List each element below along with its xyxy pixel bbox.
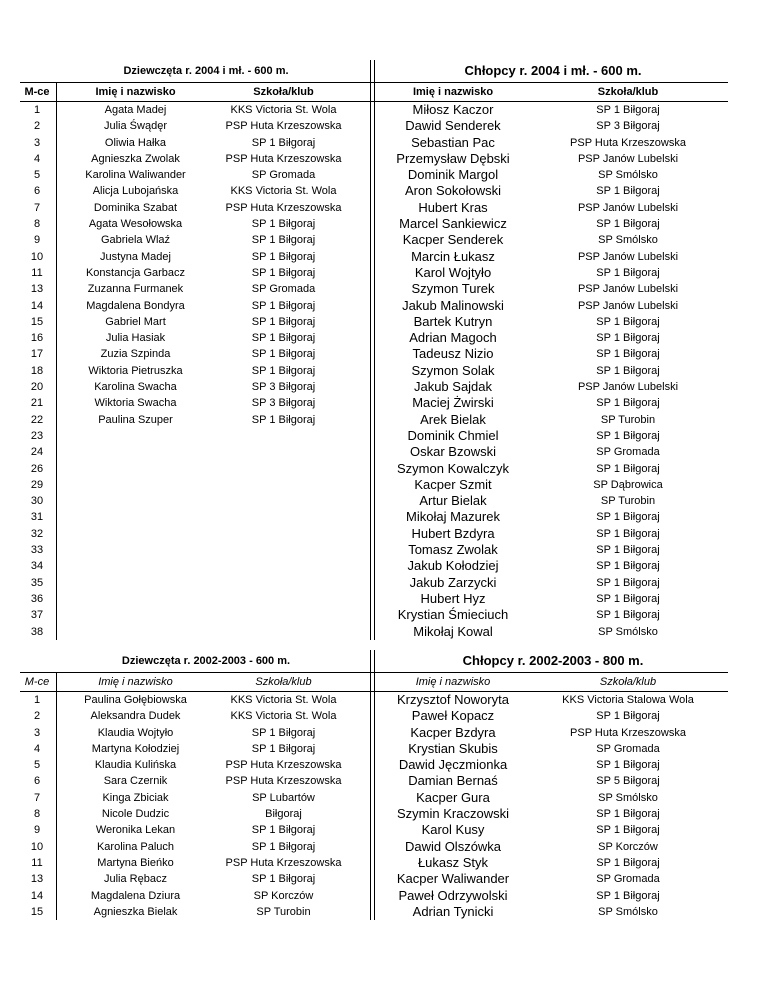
boy-name-cell: Miłosz Kaczor <box>412 102 494 117</box>
table-row <box>20 330 728 346</box>
girl-club-cell: SP 1 Biłgoraj <box>251 136 316 149</box>
girl-club-cell: SP 1 Biłgoraj <box>251 348 316 361</box>
table-row <box>20 904 728 920</box>
table-row <box>20 871 728 887</box>
table-row <box>20 102 728 118</box>
table-row <box>20 118 728 134</box>
girl-name-cell: Sara Czernik <box>103 775 168 788</box>
table-row <box>20 314 728 330</box>
table-row <box>20 607 728 623</box>
boy-club-cell: PSP Janów Lubelski <box>577 152 679 165</box>
girl-name-cell: Martyna Bieńko <box>97 856 174 869</box>
place-cell: 17 <box>30 348 44 361</box>
boy-club-cell: KKS Victoria Stalowa Wola <box>562 694 694 706</box>
girl-club-cell: SP 1 Biłgoraj <box>251 413 316 426</box>
girl-club-cell: SP 3 Biłgoraj <box>251 381 316 394</box>
place-cell: 35 <box>30 576 44 589</box>
boy-name-cell: Bartek Kutryn <box>413 313 493 329</box>
table-row <box>20 542 728 558</box>
boy-name-cell: Adrian Tynicki <box>412 903 494 919</box>
boy-name-cell: Mikołaj Mazurek <box>406 509 500 525</box>
girl-club-cell: PSP Huta Krzeszowska <box>225 856 342 869</box>
girl-club-cell: SP 3 Biłgoraj <box>251 397 316 410</box>
place-cell: 5 <box>33 759 41 772</box>
table-row <box>20 509 728 525</box>
table-row <box>20 591 728 607</box>
place-cell: 5 <box>33 169 41 182</box>
girl-name-cell: Gabriela Wlaź <box>100 234 171 247</box>
table-row <box>20 493 728 509</box>
table-row <box>20 558 728 574</box>
boy-name-cell: Kacper Gura <box>416 789 490 805</box>
boy-club-cell: SP Smólsko <box>598 791 658 804</box>
girl-name-cell: Agata Wesołowska <box>88 218 183 231</box>
table-row <box>20 757 728 773</box>
place-cell: 18 <box>30 364 44 377</box>
girl-club-cell: SP Turobin <box>256 905 311 918</box>
girl-name-cell: Martyna Kołodziej <box>91 742 180 755</box>
boy-club-cell: SP 1 Biłgoraj <box>596 364 660 377</box>
table-row <box>20 135 728 151</box>
girl-name-cell: Nicole Dudzic <box>101 808 170 821</box>
boy-name-cell: Karol Wojtyło <box>414 264 492 280</box>
girl-club-cell: SP 1 Biłgoraj <box>251 840 316 853</box>
boy-club-cell: SP 1 Biłgoraj <box>596 808 660 821</box>
place-cell: 4 <box>33 742 41 755</box>
boy-name-cell: Jakub Zarzycki <box>409 574 497 590</box>
place-cell: 1 <box>33 694 41 706</box>
girl-club-cell: SP 1 Biłgoraj <box>251 742 316 755</box>
table-row <box>20 790 728 806</box>
girl-club-cell: SP Gromada <box>251 169 316 182</box>
boy-club-cell: SP 1 Biłgoraj <box>596 592 660 605</box>
table-row <box>20 151 728 167</box>
section-titles <box>20 650 728 672</box>
boy-name-cell: Łukasz Styk <box>417 854 489 870</box>
girl-club-cell: SP 1 Biłgoraj <box>251 234 316 247</box>
girl-name-cell: Julia Śwądęr <box>104 120 167 133</box>
girl-name-cell: Klaudia Kulińska <box>94 759 177 772</box>
girl-name-cell: Weronika Lekan <box>95 824 176 837</box>
place-cell: 14 <box>30 299 44 312</box>
table-row <box>20 526 728 542</box>
girl-club-cell: KKS Victoria St. Wola <box>230 710 337 723</box>
girl-club-cell: PSP Huta Krzeszowska <box>225 201 342 214</box>
results-section-2004 <box>20 60 728 640</box>
girl-name-cell: Alicja Lubojańska <box>92 185 179 198</box>
boy-name-cell: Tomasz Zwolak <box>408 542 498 558</box>
boy-name-cell: Kacper Waliwander <box>396 871 510 887</box>
place-cell: 14 <box>30 889 44 902</box>
boy-name-cell: Szymon Turek <box>411 281 495 297</box>
table-row <box>20 741 728 757</box>
girl-club-cell: SP 1 Biłgoraj <box>251 266 316 279</box>
boy-club-cell: SP 1 Biłgoraj <box>596 824 660 837</box>
boy-name-cell: Szymon Solak <box>411 362 495 378</box>
table-row <box>20 346 728 362</box>
boy-club-cell: SP 1 Biłgoraj <box>596 332 660 345</box>
girl-club-cell: SP 1 Biłgoraj <box>251 332 316 345</box>
table-row <box>20 708 728 724</box>
girl-club-cell: SP Gromada <box>251 283 316 296</box>
place-cell: 3 <box>33 726 41 739</box>
table-header <box>20 672 728 692</box>
boy-name-cell: Artur Bielak <box>419 493 487 509</box>
column-divider <box>370 60 375 82</box>
boy-club-cell: PSP Janów Lubelski <box>577 250 679 263</box>
boy-name-cell: Krystian Śmieciuch <box>397 607 509 623</box>
boy-name-cell: Marcin Łukasz <box>411 248 495 264</box>
boy-club-cell: SP 5 Biłgoraj <box>596 775 660 788</box>
place-cell: 9 <box>33 824 41 837</box>
girl-name-cell: Aleksandra Dudek <box>90 710 181 723</box>
boy-club-cell: SP 1 Biłgoraj <box>596 218 660 231</box>
table-row <box>20 888 728 904</box>
boy-club-cell: PSP Huta Krzeszowska <box>570 726 686 739</box>
girl-club-cell: PSP Huta Krzeszowska <box>225 152 342 165</box>
girl-name-cell: Konstancja Garbacz <box>85 266 186 279</box>
boy-club-cell: SP Turobin <box>600 495 656 508</box>
girls-section-title: Dziewczęta r. 2002-2003 - 600 m. <box>121 655 291 667</box>
boy-club-cell: SP 1 Biłgoraj <box>596 397 660 410</box>
boy-club-cell: SP Gromada <box>596 873 660 886</box>
table-row <box>20 575 728 591</box>
boy-club-cell: SP 1 Biłgoraj <box>596 511 660 524</box>
girls-club-header: Szkoła/klub <box>255 676 312 688</box>
girls-name-header: Imię i nazwisko <box>98 676 173 688</box>
boy-club-cell: SP 1 Biłgoraj <box>596 544 660 557</box>
boy-club-cell: PSP Janów Lubelski <box>577 283 679 296</box>
boy-name-cell: Paweł Kopacz <box>411 708 495 724</box>
boy-name-cell: Paweł Odrzywolski <box>398 887 508 903</box>
column-divider <box>370 650 375 672</box>
table-row <box>20 167 728 183</box>
place-cell: 26 <box>30 462 44 475</box>
girl-name-cell: Julia Hasiak <box>105 332 166 345</box>
boy-name-cell: Jakub Malinowski <box>402 297 504 313</box>
boy-club-cell: SP Turobin <box>600 413 656 426</box>
place-cell: 2 <box>33 120 41 133</box>
boy-name-cell: Oskar Bzowski <box>410 444 496 460</box>
boy-name-cell: Dominik Margol <box>407 167 499 183</box>
table-row <box>20 281 728 297</box>
boy-club-cell: SP 1 Biłgoraj <box>596 185 660 198</box>
boys-club-header: Szkoła/klub <box>597 86 659 98</box>
place-cell: 7 <box>33 201 41 214</box>
girl-club-cell: PSP Huta Krzeszowska <box>225 775 342 788</box>
boys-section-title: Chłopcy r. 2002-2003 - 800 m. <box>462 653 644 668</box>
boy-club-cell: PSP Huta Krzeszowska <box>570 136 686 149</box>
place-cell: 20 <box>30 381 44 394</box>
girl-name-cell: Zuzia Szpinda <box>100 348 171 361</box>
table-row <box>20 624 728 640</box>
girl-name-cell: Magdalena Dziura <box>90 889 181 902</box>
girl-club-cell: SP 1 Biłgoraj <box>251 364 316 377</box>
girl-name-cell: Klaudia Wojtyło <box>97 726 174 739</box>
place-cell: 2 <box>33 710 41 723</box>
results-table-body <box>20 692 728 920</box>
section-titles <box>20 60 728 82</box>
table-row <box>20 444 728 460</box>
boy-club-cell: SP 1 Biłgoraj <box>596 429 660 442</box>
table-row <box>20 232 728 248</box>
boy-name-cell: Maciej Żwirski <box>412 395 494 411</box>
girl-name-cell: Gabriel Mart <box>105 315 166 328</box>
table-row <box>20 822 728 838</box>
boy-name-cell: Mikołaj Kowal <box>413 623 493 639</box>
table-row <box>20 412 728 428</box>
boy-club-cell: SP Smólsko <box>598 905 658 918</box>
place-cell: 6 <box>33 185 41 198</box>
boy-name-cell: Hubert Hyz <box>420 590 486 606</box>
place-cell: 1 <box>33 104 41 116</box>
girl-name-cell: Zuzanna Furmanek <box>87 283 184 296</box>
boys-name-header: Imię i nazwisko <box>412 86 494 98</box>
place-cell: 30 <box>30 495 44 508</box>
boy-club-cell: SP Smólsko <box>598 625 658 638</box>
boy-club-cell: SP 1 Biłgoraj <box>596 348 660 361</box>
boy-name-cell: Dominik Chmiel <box>407 427 499 443</box>
place-cell: 10 <box>30 840 44 853</box>
place-cell: 32 <box>30 527 44 540</box>
boy-name-cell: Kacper Senderek <box>402 232 504 248</box>
place-cell: 29 <box>30 478 44 491</box>
place-cell: 8 <box>33 808 41 821</box>
boy-name-cell: Damian Bernaś <box>408 773 498 789</box>
girl-club-cell: SP 1 Biłgoraj <box>251 873 316 886</box>
boy-name-cell: Kacper Szmit <box>414 476 492 492</box>
boy-club-cell: SP Dąbrowica <box>593 478 663 491</box>
boy-name-cell: Krzysztof Noworyta <box>397 692 509 707</box>
place-cell: 7 <box>33 791 41 804</box>
table-row <box>20 855 728 871</box>
girl-name-cell: Agnieszka Bielak <box>93 905 178 918</box>
place-cell: 21 <box>30 397 44 410</box>
place-cell: 4 <box>33 152 41 165</box>
girl-club-cell: KKS Victoria St. Wola <box>230 185 337 198</box>
table-row <box>20 806 728 822</box>
girl-club-cell: SP 1 Biłgoraj <box>251 299 316 312</box>
place-cell: 31 <box>30 511 44 524</box>
table-row <box>20 379 728 395</box>
girl-name-cell: Karolina Swacha <box>94 381 177 394</box>
table-row <box>20 298 728 314</box>
girl-name-cell: Oliwia Hałka <box>104 136 167 149</box>
place-cell: 23 <box>30 429 44 442</box>
place-cell: 10 <box>30 250 44 263</box>
table-row <box>20 477 728 493</box>
girl-name-cell: Wiktoria Swacha <box>94 397 177 410</box>
boy-club-cell: SP Gromada <box>596 742 660 755</box>
boy-name-cell: Dawid Senderek <box>405 118 501 134</box>
boy-club-cell: PSP Janów Lubelski <box>577 299 679 312</box>
girl-name-cell: Paulina Gołębiowska <box>84 694 187 706</box>
girl-name-cell: Paulina Szuper <box>98 413 173 426</box>
place-cell: 33 <box>30 544 44 557</box>
girl-name-cell: Agnieszka Zwolak <box>91 152 180 165</box>
girls-section-title: Dziewczęta r. 2004 i mł. - 600 m. <box>123 65 289 77</box>
place-cell: 16 <box>30 332 44 345</box>
table-row <box>20 249 728 265</box>
girl-name-cell: Wiktoria Pietruszka <box>88 364 183 377</box>
place-cell: 37 <box>30 609 44 622</box>
place-cell: 3 <box>33 136 41 149</box>
boy-name-cell: Jakub Kołodziej <box>407 558 499 574</box>
table-row <box>20 183 728 199</box>
boy-name-cell: Dawid Jęczmionka <box>398 757 508 773</box>
girl-name-cell: Agata Madej <box>104 104 167 116</box>
boys-section-title: Chłopcy r. 2004 i mł. - 600 m. <box>464 63 642 78</box>
table-row <box>20 461 728 477</box>
place-cell: 15 <box>30 315 44 328</box>
boy-name-cell: Jakub Sajdak <box>413 379 493 395</box>
place-cell: 36 <box>30 592 44 605</box>
table-row <box>20 395 728 411</box>
table-row <box>20 265 728 281</box>
table-row <box>20 725 728 741</box>
place-cell: 11 <box>31 266 43 279</box>
boy-name-cell: Krystian Skubis <box>408 740 498 756</box>
results-table-body <box>20 102 728 640</box>
girl-club-cell: SP 1 Biłgoraj <box>251 250 316 263</box>
boy-club-cell: SP Gromada <box>596 446 660 459</box>
boy-name-cell: Karol Kusy <box>421 822 485 838</box>
place-cell: 6 <box>33 775 41 788</box>
girl-club-cell: KKS Victoria St. Wola <box>230 694 337 706</box>
boy-name-cell: Marcel Sankiewicz <box>399 216 507 232</box>
boy-club-cell: SP 1 Biłgoraj <box>596 462 660 475</box>
girl-club-cell: KKS Victoria St. Wola <box>230 104 337 116</box>
girl-club-cell: SP Lubartów <box>252 791 315 804</box>
boy-club-cell: SP Smólsko <box>598 169 658 182</box>
place-cell: 38 <box>30 625 44 638</box>
girl-club-cell: SP Korczów <box>253 889 314 902</box>
boy-name-cell: Hubert Bzdyra <box>411 525 495 541</box>
place-cell: 11 <box>31 856 43 869</box>
girl-name-cell: Justyna Madej <box>100 250 171 263</box>
boy-name-cell: Aron Sokołowski <box>404 183 502 199</box>
girl-name-cell: Julia Rębacz <box>104 873 167 886</box>
girl-name-cell: Karolina Paluch <box>96 840 175 853</box>
boy-club-cell: SP 1 Biłgoraj <box>596 560 660 573</box>
boy-club-cell: SP Smólsko <box>598 234 658 247</box>
boy-club-cell: SP 1 Biłgoraj <box>596 889 660 902</box>
boy-name-cell: Szymin Kraczowski <box>397 806 509 822</box>
girl-club-cell: PSP Huta Krzeszowska <box>225 759 342 772</box>
table-row <box>20 200 728 216</box>
boy-name-cell: Arek Bielak <box>420 411 486 427</box>
place-cell: 13 <box>30 873 44 886</box>
table-row <box>20 773 728 789</box>
boy-name-cell: Szymon Kowalczyk <box>397 460 509 476</box>
place-cell: 15 <box>30 905 44 918</box>
boy-club-cell: SP 1 Biłgoraj <box>596 710 660 723</box>
boy-club-cell: SP 1 Biłgoraj <box>596 266 660 279</box>
place-cell: 22 <box>30 413 44 426</box>
boy-name-cell: Adrian Magoch <box>409 330 497 346</box>
boy-club-cell: SP 1 Biłgoraj <box>596 759 660 772</box>
girls-name-header: Imię i nazwisko <box>95 86 176 98</box>
table-row <box>20 839 728 855</box>
boy-name-cell: Przemysław Dębski <box>396 150 510 166</box>
table-row <box>20 216 728 232</box>
boy-club-cell: SP 1 Biłgoraj <box>596 527 660 540</box>
place-cell: 9 <box>33 234 41 247</box>
girl-club-cell: SP 1 Biłgoraj <box>251 824 316 837</box>
place-cell: 13 <box>30 283 44 296</box>
boy-club-cell: PSP Janów Lubelski <box>577 201 679 214</box>
results-section-2002-2003 <box>20 650 728 920</box>
boys-club-header: Szkoła/klub <box>599 676 657 688</box>
boy-club-cell: SP Korczów <box>598 840 658 853</box>
girl-club-cell: SP 1 Biłgoraj <box>251 726 316 739</box>
girls-club-header: Szkoła/klub <box>253 86 314 98</box>
girl-name-cell: Kinga Zbiciak <box>102 791 169 804</box>
place-cell: 34 <box>30 560 44 573</box>
boy-club-cell: SP 1 Biłgoraj <box>596 576 660 589</box>
boy-name-cell: Hubert Kras <box>418 199 488 215</box>
table-row <box>20 363 728 379</box>
boy-club-cell: SP 1 Biłgoraj <box>596 104 660 116</box>
place-header: M-ce <box>24 86 50 98</box>
boy-name-cell: Sebastian Pac <box>411 134 495 150</box>
table-row <box>20 692 728 708</box>
boy-name-cell: Dawid Olszówka <box>404 838 502 854</box>
table-header <box>20 82 728 102</box>
place-header: M-ce <box>24 676 50 688</box>
girl-club-cell: SP 1 Biłgoraj <box>251 218 316 231</box>
girl-club-cell: Biłgoraj <box>265 808 302 821</box>
girl-name-cell: Dominika Szabat <box>93 201 178 214</box>
boy-club-cell: SP 3 Biłgoraj <box>596 120 660 133</box>
boy-club-cell: SP 1 Biłgoraj <box>596 609 660 622</box>
boy-name-cell: Tadeusz Nizio <box>412 346 494 362</box>
girl-name-cell: Karolina Waliwander <box>85 169 186 182</box>
place-cell: 8 <box>33 218 41 231</box>
girl-club-cell: PSP Huta Krzeszowska <box>225 120 342 133</box>
boy-name-cell: Kacper Bzdyra <box>410 724 496 740</box>
boy-club-cell: PSP Janów Lubelski <box>577 381 679 394</box>
table-row <box>20 428 728 444</box>
boy-club-cell: SP 1 Biłgoraj <box>596 856 660 869</box>
boy-club-cell: SP 1 Biłgoraj <box>596 315 660 328</box>
place-cell: 24 <box>30 446 44 459</box>
girl-name-cell: Magdalena Bondyra <box>86 299 185 312</box>
girl-club-cell: SP 1 Biłgoraj <box>251 315 316 328</box>
boys-name-header: Imię i nazwisko <box>415 676 491 688</box>
